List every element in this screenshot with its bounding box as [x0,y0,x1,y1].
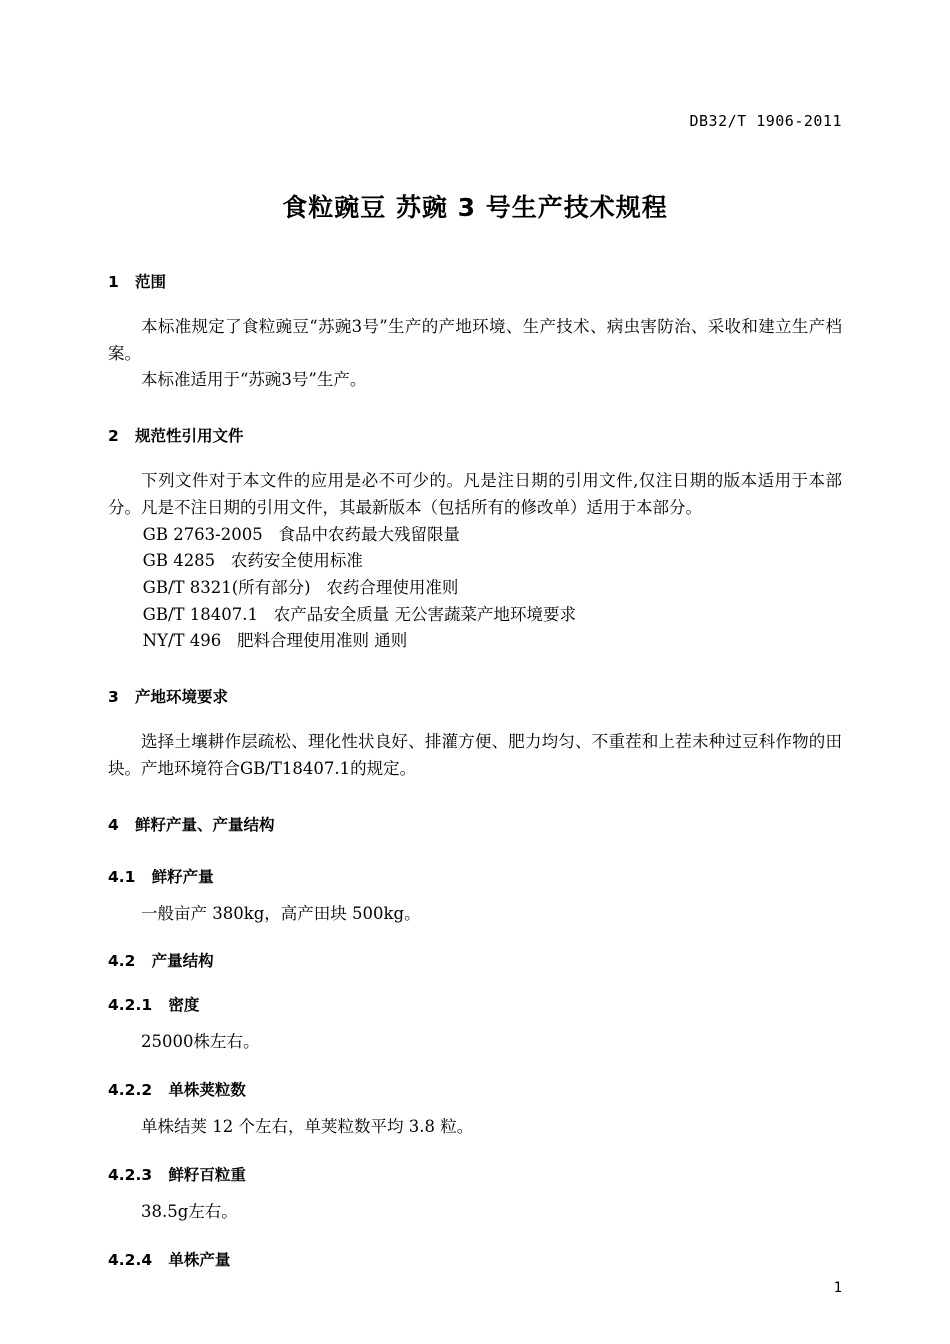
reference-item: NY/T 496 肥料合理使用准则 通则 [142,631,408,651]
reference-item: GB 2763-2005 食品中农药最大残留限量 [142,524,460,544]
section-heading-3-site-environment: 3 产地环境要求 [108,688,228,707]
section-4-1-paragraph-1: 一般亩产 380kg，高产田块 500kg。 [141,903,421,923]
standard-code-header: DB32/T 1906-2011 [689,112,842,130]
reference-item: GB/T 18407.1 农产品安全质量 无公害蔬菜产地环境要求 [142,604,576,624]
reference-item: GB/T 8321(所有部分) 农药合理使用准则 [142,578,459,598]
page-number: 1 [833,1280,842,1296]
section-1-paragraph-2: 本标准适用于“苏豌3号”生产。 [141,370,367,390]
section-heading-2-normative-references: 2 规范性引用文件 [108,427,244,446]
section-heading-4-yield: 4 鲜籽产量、产量结构 [108,815,275,834]
section-heading-1-scope: 1 范围 [108,273,166,291]
section-heading-4-2-1-density: 4.2.1 密度 [108,996,200,1015]
section-4-2-3-paragraph-1: 38.5g左右。 [141,1201,238,1221]
section-heading-4-2-yield-structure: 4.2 产量结构 [108,952,214,971]
page-title: 食粒豌豆 苏豌 3 号生产技术规程 [282,193,668,222]
section-4-2-1-paragraph-1: 25000株左右。 [141,1032,260,1052]
reference-item: GB 4285 农药安全使用标准 [142,551,363,571]
section-1-paragraph-1: 本标准规定了食粒豌豆“苏豌3号”生产的产地环境、生产技术、病虫害防治、采收和建立生产档案。 [108,317,842,363]
section-heading-4-2-3-hundred-seed-weight: 4.2.3 鲜籽百粒重 [108,1165,246,1184]
section-heading-4-1-fresh-seed-yield: 4.1 鲜籽产量 [108,867,214,886]
section-2-paragraph-1: 下列文件对于本文件的应用是必不可少的。凡是注日期的引用文件,仅注日期的版本适用于本部分。凡是不注日期的引用文件，其最新版本（包括所有的修改单）适用于本部分。 [108,471,842,517]
section-3-paragraph-1: 选择土壤耕作层疏松、理化性状良好、排灌方便、肥力均匀、不重茬和上茬未种过豆科作物的田块。产地环境符合GB/T18407.1的规定。 [108,732,842,778]
section-heading-4-2-4-yield-per-plant: 4.2.4 单株产量 [108,1250,231,1269]
section-4-2-2-paragraph-1: 单株结荚 12 个左右，单荚粒数平均 3.8 粒。 [141,1117,474,1137]
section-heading-4-2-2-pods-per-plant: 4.2.2 单株荚粒数 [108,1081,246,1100]
